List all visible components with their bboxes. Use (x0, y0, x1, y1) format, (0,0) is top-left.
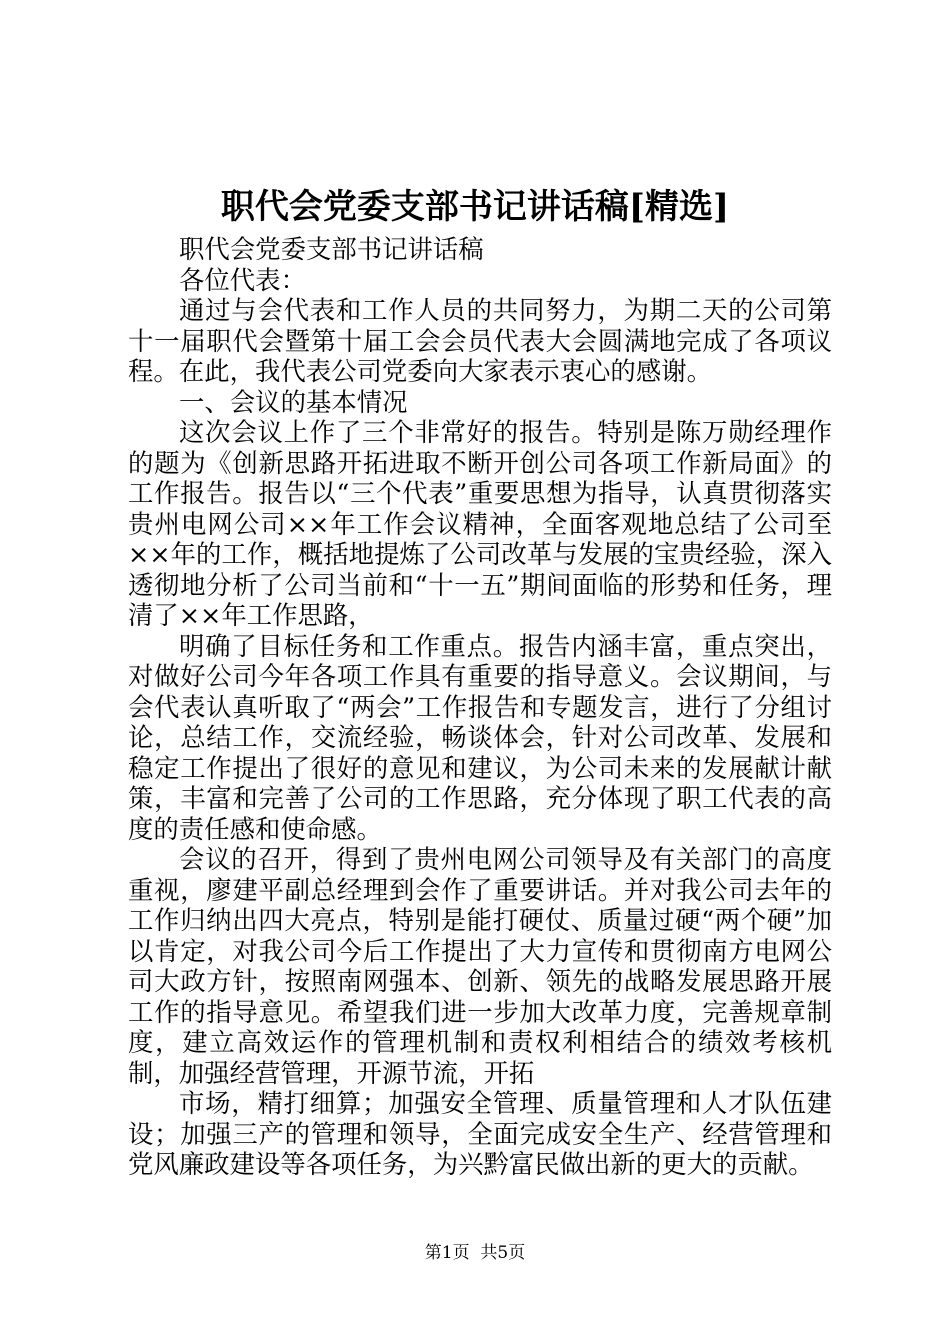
section-heading: 一、会议的基本情况 (179, 386, 408, 417)
paragraph: 市场，精打细算；加强安全管理、质量管理和人才队伍建设；加强三产的管理和领导，全面完成安全生产、经营管理和党风廉政建设等各项任务，为兴黔富民做出新的更大的贡献。 (128, 1088, 832, 1179)
paragraph: 明确了目标任务和工作重点。报告内涵丰富，重点突出，对做好公司今年各项工作具有重要的指导意义。会议期间，与会代表认真听取了“两会”工作报告和专题发言，进行了分组讨论，总结工作，交流经验，畅谈体会，针对公司改革、发展和稳定工作提出了很好的意见和建议，为公司未来的发展献计献策，丰富和完善了公司的工作思路，充分体现了职工代表的高度的责任感和使命感。 (128, 630, 832, 844)
paragraph-salutation: 各位代表： (179, 264, 306, 295)
paragraph: 通过与会代表和工作人员的共同努力，为期二天的公司第十一届职代会暨第十届工会会员代表大会圆满地完成了各项议程。在此，我代表公司党委向大家表示衷心的感谢。 (128, 295, 832, 386)
document-title: 职代会党委支部书记讲话稿[精选] (220, 187, 730, 227)
page-footer (0, 1242, 950, 1264)
document-body (128, 234, 832, 1180)
paragraph-subtitle: 职代会党委支部书记讲话稿 (179, 234, 484, 264)
paragraph: 会议的召开，得到了贵州电网公司领导及有关部门的高度重视，廖建平副总经理到会作了重要讲话。并对我公司去年的工作归纳出四大亮点，特别是能打硬仗、质量过硬“两个硬”加以肯定，对我公司今后工作提出了大力宣传和贯彻南方电网公司大政方针，按照南网强本、创新、领先的战略发展思路开展工作的指导意见。希望我们进一步加大改革力度，完善规章制度，建立高效运作的管理机制和责权利相结合的绩效考核机制，加强经营管理，开源节流，开拓 (128, 844, 832, 1088)
page-number: 第1页 共5页 (424, 1243, 526, 1263)
paragraph: 这次会议上作了三个非常好的报告。特别是陈万勋经理作的题为《创新思路开拓进取不断开创公司各项工作新局面》的工作报告。报告以“三个代表”重要思想为指导，认真贯彻落实贵州电网公司××年工作会议精神，全面客观地总结了公司至××年的工作，概括地提炼了公司改革与发展的宝贵经验，深入透彻地分析了公司当前和“十一五”期间面临的形势和任务，理清了××年工作思路， (128, 417, 832, 630)
